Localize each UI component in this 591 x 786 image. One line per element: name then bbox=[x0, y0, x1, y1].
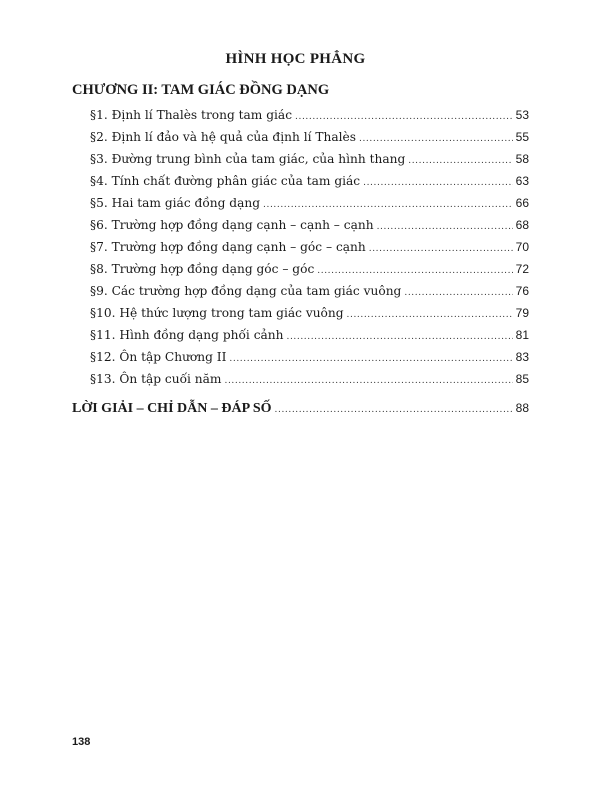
toc-final-entry-label: LỜI GIẢI – CHỈ DẪN – ĐÁP SỐ bbox=[72, 401, 272, 416]
dot-leader bbox=[287, 326, 513, 348]
toc-entry-label: §6. Trường hợp đồng dạng cạnh – cạnh – cạnh bbox=[90, 218, 374, 232]
toc-entry-page: 53 bbox=[515, 108, 529, 122]
toc-entry bbox=[90, 192, 529, 214]
toc-entry-label: §9. Các trường hợp đồng dạng của tam giác vuông bbox=[90, 284, 402, 298]
dot-leader bbox=[317, 260, 512, 282]
dot-leader bbox=[377, 216, 513, 238]
toc-entry-page: 68 bbox=[515, 218, 529, 232]
toc-entry bbox=[90, 324, 529, 346]
dot-leader bbox=[369, 238, 513, 260]
toc-entry-page: 72 bbox=[515, 262, 529, 276]
toc-entry-label: §12. Ôn tập Chương II bbox=[90, 350, 227, 364]
dot-leader bbox=[359, 128, 513, 150]
toc-entry-label: §3. Đường trung bình của tam giác, của hình thang bbox=[90, 152, 406, 166]
page-number: 138 bbox=[72, 736, 91, 748]
toc-entry bbox=[90, 302, 529, 324]
toc-entry bbox=[90, 170, 529, 192]
toc-entry-label: §2. Định lí đảo và hệ quả của định lí Thalès bbox=[90, 130, 356, 144]
toc-entry-page: 81 bbox=[515, 328, 529, 342]
toc-entry bbox=[90, 368, 529, 390]
dot-leader bbox=[347, 304, 513, 326]
toc-entry-page: 58 bbox=[515, 152, 529, 166]
toc-entry bbox=[90, 236, 529, 258]
dot-leader bbox=[295, 106, 513, 128]
toc-entry bbox=[90, 258, 529, 280]
toc-entry-label: §8. Trường hợp đồng dạng góc – góc bbox=[90, 262, 315, 276]
toc-entry bbox=[90, 214, 529, 236]
dot-leader bbox=[229, 348, 512, 370]
toc-entry-label: §10. Hệ thức lượng trong tam giác vuông bbox=[90, 306, 344, 320]
chapter-heading: CHƯƠNG II: TAM GIÁC ĐỒNG DẠNG bbox=[72, 82, 330, 98]
toc-entry-page: 76 bbox=[515, 284, 529, 298]
dot-leader bbox=[263, 194, 513, 216]
toc-entry-label: §4. Tính chất đường phân giác của tam giác bbox=[90, 174, 361, 188]
toc-entry bbox=[90, 280, 529, 302]
toc-entry bbox=[90, 104, 529, 126]
toc-entry-page: 70 bbox=[515, 240, 529, 254]
toc-entry-page: 79 bbox=[515, 306, 529, 320]
dot-leader bbox=[363, 172, 513, 194]
dot-leader bbox=[404, 282, 512, 304]
toc-entry-page: 85 bbox=[515, 372, 529, 386]
dot-leader bbox=[408, 150, 512, 172]
toc-entry-page: 83 bbox=[515, 350, 529, 364]
toc-entry-page: 66 bbox=[515, 196, 529, 210]
toc-list bbox=[90, 104, 529, 390]
toc-entry bbox=[90, 126, 529, 148]
dot-leader bbox=[224, 370, 512, 392]
dot-leader bbox=[275, 400, 513, 420]
toc-entry-label: §5. Hai tam giác đồng dạng bbox=[90, 196, 261, 210]
toc-entry-page: 63 bbox=[515, 174, 529, 188]
toc-entry-label: §13. Ôn tập cuối năm bbox=[90, 372, 222, 386]
toc-final-entry-page: 88 bbox=[515, 401, 529, 415]
toc-entry-label: §11. Hình đồng dạng phối cảnh bbox=[90, 328, 284, 342]
page-title: HÌNH HỌC PHẲNG bbox=[225, 51, 366, 67]
toc-entry-label: §1. Định lí Thalès trong tam giác bbox=[90, 108, 293, 122]
toc-entry bbox=[90, 148, 529, 170]
toc-entry bbox=[90, 346, 529, 368]
toc-entry-label: §7. Trường hợp đồng dạng cạnh – góc – cạnh bbox=[90, 240, 366, 254]
toc-final-entry bbox=[72, 398, 529, 418]
toc-entry-page: 55 bbox=[515, 130, 529, 144]
